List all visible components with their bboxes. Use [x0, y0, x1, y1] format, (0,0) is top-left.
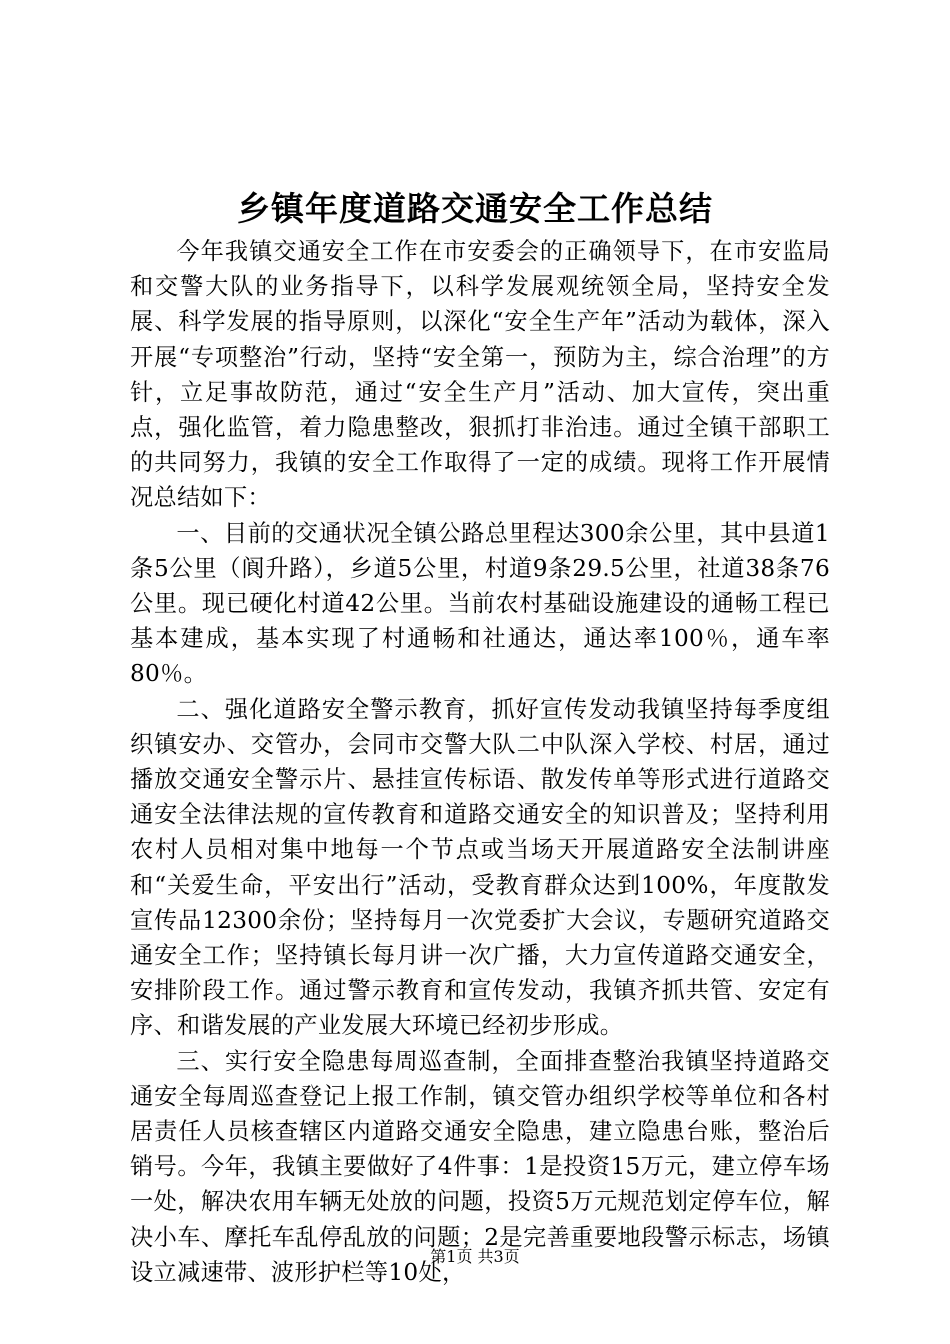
paragraph-traffic-status: 一、目前的交通状况全镇公路总里程达300余公里，其中县道1条5公里（阆升路），乡道5公里，村道9条29.5公里，社道38条76公里。现已硬化村道42公里。当前农村基础设施建设的通畅工程已基本建成，基本实现了村通畅和社通达，通达率100％，通车率80％。 [130, 519, 830, 688]
document-body [130, 234, 830, 1290]
paragraph-hazard-inspection: 三、实行安全隐患每周巡查制，全面排查整治我镇坚持道路交通安全每周巡查登记上报工作制，镇交管办组织学校等单位和各村居责任人员核查辖区内道路交通安全隐患，建立隐患台账，整治后销号。今年，我镇主要做好了4件事：1是投资15万元，建立停车场一处，解决农用车辆无处放的问题，投资5万元规范划定停车位，解决小车、摩托车乱停乱放的问题；2是完善重要地段警示标志，场镇设立减速带、波形护栏等10处， [130, 1047, 830, 1286]
paragraph-safety-education: 二、强化道路安全警示教育，抓好宣传发动我镇坚持每季度组织镇安办、交管办，会同市交警大队二中队深入学校、村居，通过播放交通安全警示片、悬挂宣传标语、散发传单等形式进行道路交通安全法律法规的宣传教育和道路交通安全的知识普及；坚持利用农村人员相对集中地每一个节点或当场天开展道路安全法制讲座和“关爱生命，平安出行”活动，受教育群众达到100%，年度散发宣传品12300余份；坚持每月一次党委扩大会议，专题研究道路交通安全工作；坚持镇长每月讲一次广播，大力宣传道路交通安全，安排阶段工作。通过警示教育和宣传发动，我镇齐抓共管、安定有序、和谐发展的产业发展大环境已经初步形成。 [130, 695, 830, 1040]
page-footer: 第1页 共3页 [430, 1247, 520, 1266]
document-title: 乡镇年度道路交通安全工作总结 [237, 189, 713, 228]
paragraph-intro: 今年我镇交通安全工作在市安委会的正确领导下，在市安监局和交警大队的业务指导下，以科学发展观统领全局，坚持安全发展、科学发展的指导原则，以深化“安全生产年”活动为载体，深入开展“专项整治”行动，坚持“安全第一，预防为主，综合治理”的方针，立足事故防范，通过“安全生产月”活动、加大宣传，突出重点，强化监管，着力隐患整改，狠抓打非治违。通过全镇干部职工的共同努力，我镇的安全工作取得了一定的成绩。现将工作开展情况总结如下： [130, 238, 830, 512]
